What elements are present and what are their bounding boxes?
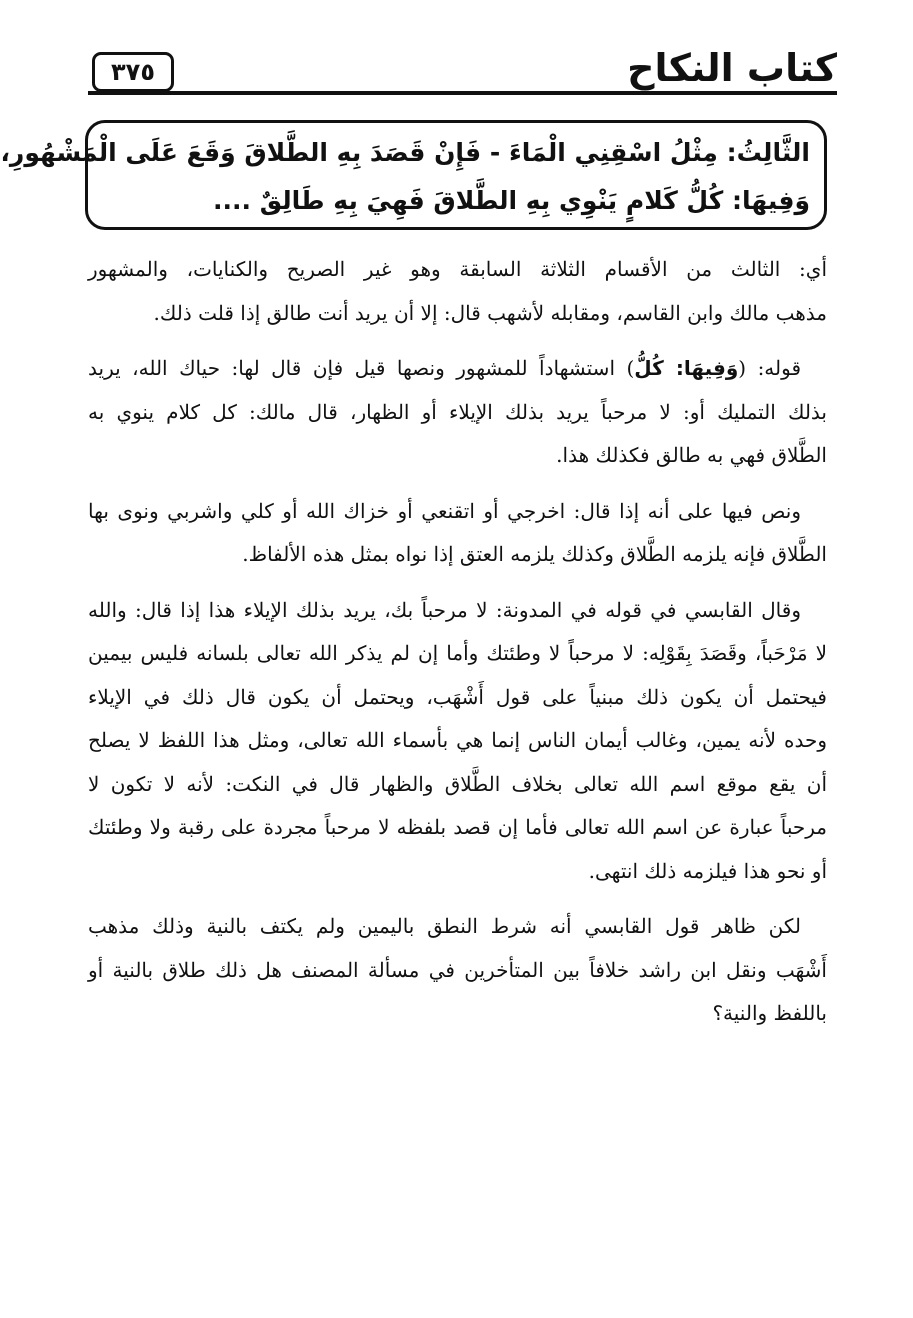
page-header	[88, 42, 837, 98]
text-line: الطَّلاق فإنه يلزمه الطَّلاق وكذلك يلزمه العتق إذا نواه بمثل هذه الألفاظ.	[242, 542, 827, 566]
text-line: ونص فيها على أنه إذا قال: اخرجي أو اتقنعي أو خزاك الله أو كلي واشربي ونوى بها	[88, 498, 801, 523]
text-line: الطَّلاق فهي به طالق فكذلك هذا.	[556, 443, 827, 467]
text-line: فيحتمل أن يكون ذلك مبنياً على قول أَشْهَب، ويحتمل أن يكون قال ذلك في الإيلاء	[88, 684, 827, 709]
text-line: لا مَرْحَباً، وقَصَدَ بِقَوْلِه: لا مرحباً لا وطئتك وأما إن لم يذكر الله تعالى بلسانه فليس بيمين	[88, 641, 827, 665]
paragraph	[88, 905, 827, 1036]
paragraph	[88, 589, 827, 894]
text-line: وقال القابسي في قوله في المدونة: لا مرحباً بك، يريد بذلك الإيلاء هذا إذا قال: والله	[88, 597, 801, 622]
text-line: وحده لأنه يمين، وغالب أيمان الناس إنما هي بأسماء الله تعالى، ومثل هذا اللفظ لا يصلح	[88, 728, 827, 752]
matn-line: الثَّالِثُ: مِثْلُ اسْقِنِي الْمَاءَ - فَإِنْ قَصَدَ بِهِ الطَّلاقَ وَقَعَ عَلَى الْمَشْهُورِ،	[0, 138, 810, 167]
matn-line: وَفِيهَا: كُلُّ كَلامٍ يَنْوِي بِهِ الطَّلاقَ فَهِيَ بِهِ طَالِقٌ ....	[213, 186, 810, 215]
quote-open: قوله: (	[738, 356, 802, 380]
paragraph	[88, 490, 827, 577]
text-line: لكن ظاهر قول القابسي أنه شرط النطق باليمين ولم يكتف بالنية وذلك مذهب	[88, 914, 801, 938]
text-line: مرحباً عبارة عن اسم الله تعالى فأما إن قصد بلفظه لا مرحباً مجردة على رقبة ولا وطئتك	[88, 815, 827, 839]
commentary-text	[88, 248, 827, 1048]
matn-reference: وَفِيهَا: كُلُّ	[634, 356, 739, 380]
text-line: مذهب مالك وابن القاسم، ومقابله لأشهب قال: إلا أن يريد أنت طالق إذا قلت ذلك.	[153, 300, 827, 325]
text-line	[88, 347, 827, 391]
header-rule	[88, 91, 837, 95]
paragraph	[88, 347, 827, 478]
page-number: ٣٧٥	[92, 52, 174, 92]
chapter-title: كتاب النكاح	[627, 46, 837, 90]
matn-box	[0, 120, 827, 230]
text-line: أَشْهَب ونقل ابن راشد خلافاً بين المتأخرين في مسألة المصنف هل ذلك طلاق بالنية أو	[88, 957, 827, 982]
text-line: أو نحو هذا فيلزمه ذلك انتهى.	[588, 858, 827, 883]
paragraph	[88, 248, 827, 335]
text-line: باللفظ والنية؟	[712, 1001, 827, 1025]
text-line: أن يقع موقع اسم الله تعالى بخلاف الطَّلاق والظهار قال في النكت: لأنه لا تكون لا	[88, 771, 827, 796]
quote-rest: ) استشهاداً للمشهور ونصها قيل فإن قال لها: حياك الله، يريد	[88, 356, 635, 380]
text-line: أي: الثالث من الأقسام الثلاثة السابقة وهو غير الصريح والكنايات، والمشهور	[88, 257, 827, 281]
text-line: بذلك التمليك أو: لا مرحباً يريد بذلك الإيلاء أو الظهار، قال مالك: كل كلام ينوي به	[88, 399, 827, 424]
